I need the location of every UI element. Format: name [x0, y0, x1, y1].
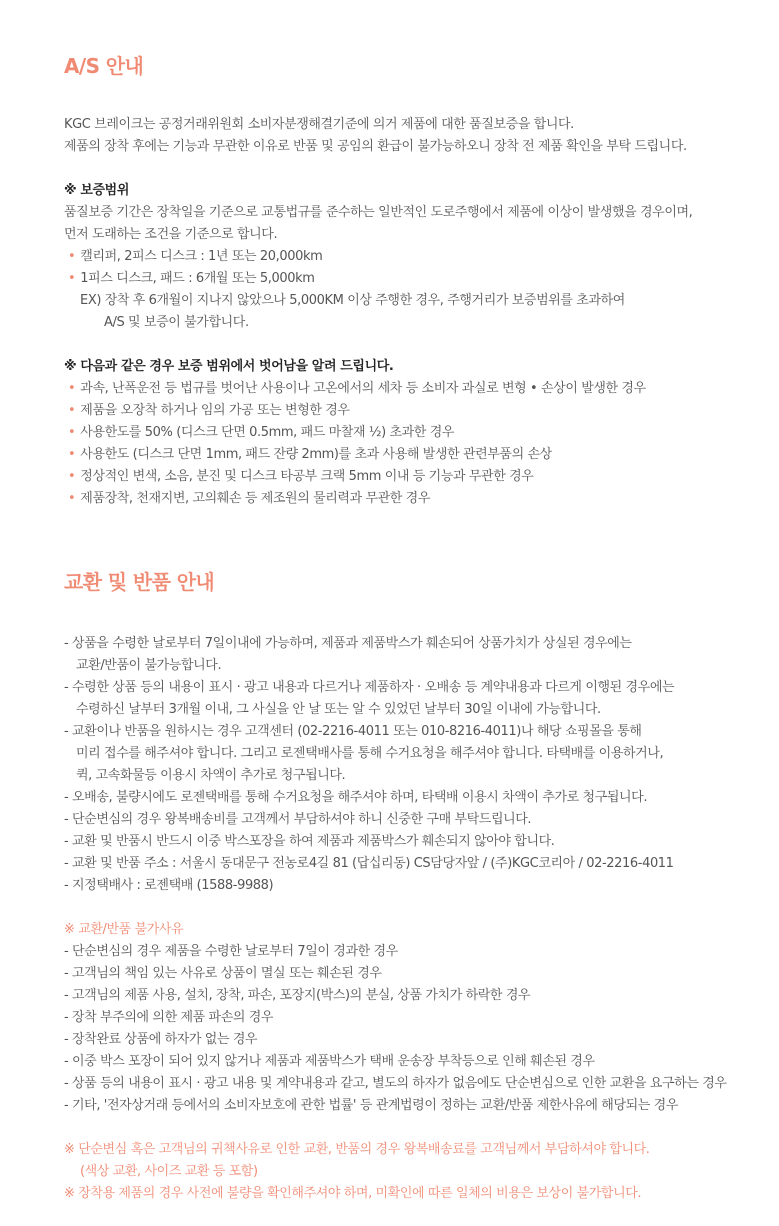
exchange-line: 미리 접수를 해주셔야 합니다. 그리고 로젠택배사를 통해 수거요청을 해주셔야 합니다. 타택배를 이용하거나, — [76, 746, 664, 761]
unavailable-item: - 상품 등의 내용이 표시 · 광고 내용 및 계약내용과 같고, 별도의 하자가 없음에도 단순변심으로 인한 교환을 요구하는 경우 — [64, 1076, 727, 1091]
unavailable-title: ※ 교환/반품 불가사유 — [64, 922, 184, 937]
notice-line: ※ 단순변심 혹은 고객님의 귀책사유로 인한 교환, 반품의 경우 왕복배송료를 고객님께서 부담하셔야 합니다. — [64, 1142, 650, 1157]
warranty-title: ※ 보증범위 — [64, 183, 129, 198]
unavailable-item: - 장착 부주의에 의한 제품 파손의 경우 — [64, 1010, 274, 1025]
notice-line: (색상 교환, 사이즈 교환 등 포함) — [80, 1164, 258, 1179]
as-title: A/S 안내 — [64, 54, 144, 78]
as-intro-line-2: 제품의 장착 후에는 기능과 무관한 이유로 반품 및 공임의 환급이 불가능하오니 장착 전 제품 확인을 부탁 드립니다. — [64, 139, 687, 154]
warranty-item: • 1피스 디스크, 패드 : 6개월 또는 5,000km — [68, 269, 314, 289]
warranty-example-line-1: EX) 장착 후 6개월이 지나지 않았으나 5,000KM 이상 주행한 경우, 주행거리가 보증범위를 초과하여 — [80, 293, 625, 308]
exchange-line: - 수령한 상품 등의 내용이 표시 · 광고 내용과 다르거나 제품하자 · 오배송 등 계약내용과 다르게 이행된 경우에는 — [64, 680, 675, 695]
unavailable-item: - 단순변심의 경우 제품을 수령한 날로부터 7일이 경과한 경우 — [64, 944, 398, 959]
exchange-line: - 상품을 수령한 날로부터 7일이내에 가능하며, 제품과 제품박스가 훼손되어 상품가치가 상실된 경우에는 — [64, 636, 632, 651]
exclusion-item: • 사용한도 (디스크 단면 1mm, 패드 잔량 2mm)를 초과 사용해 발생한 관련부품의 손상 — [68, 445, 552, 465]
notice-line: ※ 장착용 제품의 경우 사전에 불량을 확인해주셔야 하며, 미확인에 따른 일체의 비용은 보상이 불가합니다. — [64, 1186, 642, 1201]
unavailable-item: - 고객님의 책임 있는 사유로 상품이 멸실 또는 훼손된 경우 — [64, 966, 382, 981]
exchange-line: 퀵, 고속화물등 이용시 차액이 추가로 청구됩니다. — [76, 768, 346, 783]
exclusion-item: • 제품을 오장착 하거나 임의 가공 또는 변형한 경우 — [68, 401, 350, 421]
warranty-example-line-2: A/S 및 보증이 불가합니다. — [104, 315, 249, 330]
exchange-courier: - 지정택배사 : 로젠택배 (1588-9988) — [64, 878, 274, 893]
unavailable-item: - 고객님의 제품 사용, 설치, 장착, 파손, 포장지(박스)의 분실, 상품 가치가 하락한 경우 — [64, 988, 531, 1003]
unavailable-item: - 이중 박스 포장이 되어 있지 않거나 제품과 제품박스가 택배 운송장 부착등으로 인해 훼손된 경우 — [64, 1054, 595, 1069]
exchange-line: - 오배송, 불량시에도 로젠택배를 통해 수거요청을 해주셔야 하며, 타택배 이용시 차액이 추가로 청구됩니다. — [64, 790, 648, 805]
unavailable-item: - 기타, '전자상거래 등에서의 소비자보호에 관한 법률' 등 관계법령이 정하는 교환/반품 제한사유에 해당되는 경우 — [64, 1098, 678, 1113]
exchange-line: - 교환 및 반품시 반드시 이중 박스포장을 하여 제품과 제품박스가 훼손되지 않아야 합니다. — [64, 834, 555, 849]
exchange-line: - 단순변심의 경우 왕복배송비를 고객께서 부담하셔야 하니 신중한 구매 부탁드립니다. — [64, 812, 532, 827]
as-intro-line-1: KGC 브레이크는 공정거래위원회 소비자분쟁해결기준에 의거 제품에 대한 품질보증을 합니다. — [64, 117, 574, 132]
warranty-desc-line-2: 먼저 도래하는 조건을 기준으로 합니다. — [64, 227, 278, 242]
exchange-address: - 교환 및 반품 주소 : 서울시 동대문구 전농로4길 81 (답십리동) CS담당자앞 / (주)KGC코리아 / 02-2216-4011 — [64, 856, 674, 871]
exclusion-item: • 과속, 난폭운전 등 법규를 벗어난 사용이나 고온에서의 세차 등 소비자 과실로 변형 • 손상이 발생한 경우 — [68, 379, 646, 399]
exchange-line: - 교환이나 반품을 원하시는 경우 고객센터 (02-2216-4011 또는 010-8216-4011)나 해당 쇼핑몰을 통해 — [64, 724, 642, 739]
exchange-title: 교환 및 반품 안내 — [64, 570, 215, 594]
warranty-item: • 캘리퍼, 2피스 디스크 : 1년 또는 20,000km — [68, 247, 322, 267]
exclusions-title: ※ 다음과 같은 경우 보증 범위에서 벗어남을 알려 드립니다. — [64, 359, 394, 374]
exchange-line: 수령하신 날부터 3개월 이내, 그 사실을 안 날 또는 알 수 있었던 날부터 30일 이내에 가능합니다. — [76, 702, 601, 717]
warranty-desc-line-1: 품질보증 기간은 장착일을 기준으로 교통법규를 준수하는 일반적인 도로주행에서 제품에 이상이 발생했을 경우이며, — [64, 205, 693, 220]
exclusion-item: • 제품장착, 천재지변, 고의훼손 등 제조원의 물리력과 무관한 경우 — [68, 489, 430, 509]
exclusion-item: • 사용한도를 50% (디스크 단면 0.5mm, 패드 마찰재 ½) 초과한 경우 — [68, 423, 454, 443]
exclusion-item: • 정상적인 변색, 소음, 분진 및 디스크 타공부 크랙 5mm 이내 등 기능과 무관한 경우 — [68, 467, 533, 487]
exchange-line: 교환/반품이 불가능합니다. — [76, 658, 222, 673]
unavailable-item: - 장착완료 상품에 하자가 없는 경우 — [64, 1032, 258, 1047]
